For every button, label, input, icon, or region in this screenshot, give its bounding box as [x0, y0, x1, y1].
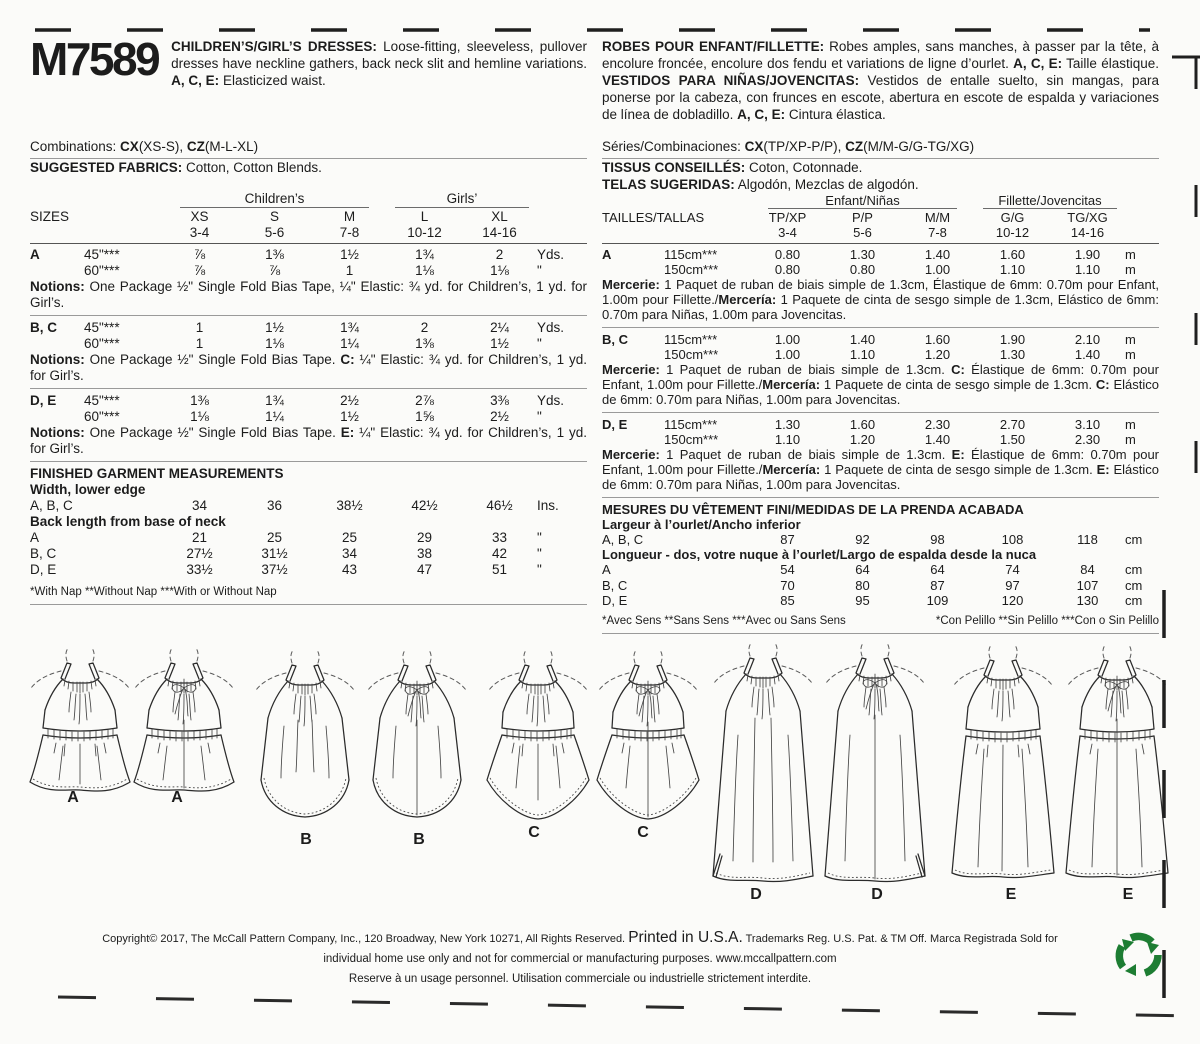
- measurement-value: 38½: [336, 498, 363, 513]
- metrage-value: 1.60: [924, 331, 951, 347]
- header-block-intl: [602, 38, 1159, 138]
- nap-footnote-intl: *Avec Sens **Sans Sens ***Avec ou Sans Sens *Con Pelillo **Sin Pelillo ***Con o Sin Pelillo: [602, 615, 1159, 628]
- measurement-value: 21: [191, 530, 208, 545]
- measurement-value: 64: [855, 562, 870, 578]
- metrage-value: 1.10: [1074, 261, 1101, 277]
- view-letter: E: [1005, 886, 1017, 903]
- description-en: CHILDREN’S/GIRL’S DRESSES: Loose-fitting, sleeveless, pullover dresses have neckline gathers, back neck slit and hemline variations. A, C, E: Elasticized waist.: [171, 39, 587, 88]
- measurement-value: 43: [341, 562, 358, 577]
- yardage-value: 1: [195, 336, 204, 351]
- measurement-value: 87: [780, 532, 795, 548]
- size-code: P/P: [852, 210, 873, 226]
- back-length-heading-intl: Longueur - dos, votre nuque à l’ourlet/Largo de espalda desde la nuca: [602, 547, 1037, 563]
- metrage-value: 1.60: [999, 246, 1026, 262]
- divider: [602, 633, 1159, 634]
- view-letter: D: [871, 886, 883, 903]
- unit: Ins.: [537, 498, 559, 513]
- unit: Yds.: [537, 393, 565, 408]
- metrage-value: 1.90: [1074, 246, 1101, 262]
- metrage-value: 0.80: [774, 246, 801, 262]
- measurement-value: 42: [491, 546, 508, 561]
- metrage-value: 1.40: [849, 331, 876, 347]
- suggested-fabrics: SUGGESTED FABRICS: Cotton, Cotton Blends.: [30, 160, 322, 175]
- description-en-lead: CHILDREN’S/GIRL’S DRESSES:: [171, 39, 377, 54]
- yardage-value: ⅞: [193, 247, 206, 262]
- dress-c-front-drawing: [483, 650, 593, 822]
- size-range: 7-8: [339, 225, 360, 240]
- measurement-value: 27½: [186, 546, 213, 561]
- measurement-value: 97: [1005, 577, 1020, 593]
- row-label: B, C: [602, 577, 628, 593]
- size-code: XL: [491, 209, 508, 224]
- view-letter: D: [750, 886, 762, 903]
- metrage-value: 1.50: [999, 431, 1026, 447]
- column-group-fillette: Fillette/Jovencitas: [983, 193, 1117, 209]
- combinations-line: Combinations: CX(XS-S), CZ(M-L-XL): [30, 139, 259, 154]
- metrage-value: 3.10: [1074, 416, 1101, 432]
- column-group-girls: Girls’: [395, 191, 529, 208]
- yardage-value: ⅞: [193, 263, 206, 278]
- metrage-value: 1.00: [924, 261, 951, 277]
- measurement-value: 34: [341, 546, 358, 561]
- metrage-value: 1.30: [774, 416, 801, 432]
- yardage-value: 1½: [340, 247, 359, 262]
- yardage-value: 2¼: [490, 320, 509, 335]
- fabric-width: 60"***: [84, 263, 120, 278]
- size-range: 3-4: [189, 225, 210, 240]
- yardage-value: 1⅝: [415, 409, 434, 424]
- measurement-value: 92: [855, 532, 870, 548]
- size-code: M/M: [924, 210, 951, 226]
- combinations-line-intl: Séries/Combinaciones: CX(TP/XP-P/P), CZ(M/M-G/G-TG/XG): [602, 139, 975, 154]
- unit: m: [1125, 416, 1136, 432]
- size-code: TG/XG: [1067, 210, 1108, 226]
- measurement-value: 107: [1076, 577, 1099, 593]
- measurement-value: 118: [1077, 532, 1098, 548]
- french-spanish-column: [602, 38, 1159, 634]
- view-letter: C: [528, 824, 540, 841]
- divider: [602, 497, 1159, 499]
- view-label: A: [30, 247, 40, 262]
- view-label: B, C: [30, 320, 57, 335]
- yardage-value: 1: [345, 263, 354, 278]
- divider: [30, 604, 587, 605]
- size-range: 14-16: [482, 225, 517, 240]
- metrage-value: 0.80: [849, 261, 876, 277]
- pattern-number: M7589: [30, 33, 159, 85]
- metrage-value: 1.40: [924, 246, 951, 262]
- size-code: G/G: [1000, 210, 1025, 226]
- home-use-line: individual home use only and not for commercial or manufacturing purposes. www.mccallpattern.com: [323, 953, 837, 965]
- size-code: XS: [190, 209, 209, 224]
- yardage-value: 1¾: [340, 320, 359, 335]
- yardage-value: 1⅛: [415, 263, 434, 278]
- size-range: 5-6: [853, 225, 872, 241]
- yardage-value: 1⅛: [490, 263, 509, 278]
- unit: ": [537, 409, 542, 424]
- yardage-value: 1¼: [265, 409, 284, 424]
- fabric-width: 45"***: [84, 393, 120, 408]
- metrage-value: 0.80: [774, 261, 801, 277]
- measurement-value: 54: [780, 562, 795, 578]
- row-label: D, E: [30, 562, 57, 577]
- divider: [602, 327, 1159, 329]
- yardage-value: 1⅜: [190, 393, 209, 408]
- metrage-value: 1.40: [924, 431, 951, 447]
- metrage-value: 1.20: [924, 346, 951, 362]
- finished-measurements-title-intl: MESURES DU VÊTEMENT FINI/MEDIDAS DE LA PRENDA ACABADA: [602, 501, 1024, 517]
- english-column: [30, 33, 587, 605]
- view-letter: B: [413, 831, 425, 848]
- view-letter: B: [300, 831, 312, 848]
- fabric-width: 115cm***: [664, 331, 718, 347]
- size-code: TP/XP: [768, 210, 807, 226]
- yardage-value: ⅞: [268, 263, 281, 278]
- divider: [602, 158, 1159, 159]
- measurement-value: 29: [416, 530, 433, 545]
- unit: cm: [1125, 562, 1143, 578]
- row-label: B, C: [30, 546, 57, 561]
- dress-b-front-drawing: [250, 650, 360, 825]
- metrage-value: 2.70: [999, 416, 1026, 432]
- unit: m: [1125, 431, 1136, 447]
- column-group-enfant: Enfant/Niñas: [768, 193, 957, 209]
- mercerie-note: Mercerie: 1 Paquet de ruban de biais simple de 1.3cm, Élastique de 6mm: 0.70m pour Enfant, 1.00m pour Fillette./Mercería: 1 Paquete de cinta de sesgo simple de 1.3cm, Elástico de 6mm: 0.70m para Niñas, 1.00m para Jovencitas.: [602, 277, 1160, 323]
- measurement-value: 120: [1001, 592, 1024, 608]
- view-label: A: [602, 246, 612, 262]
- metrage-value: 1.10: [774, 431, 801, 447]
- size-range: 14-16: [1070, 225, 1105, 241]
- metrage-value: 1.30: [999, 346, 1026, 362]
- notions-note: Notions: One Package ½" Single Fold Bias Tape. C: ¼" Elastic: ¾ yd. for Children’s, 1 yd. for Girl’s.: [30, 352, 587, 383]
- metrage-value: 2.10: [1074, 331, 1101, 347]
- view-label: D, E: [602, 416, 628, 432]
- size-code: S: [269, 209, 279, 224]
- view-letter: A: [67, 789, 79, 806]
- metrage-value: 1.40: [1074, 346, 1101, 362]
- fabric-width: 150cm***: [664, 346, 719, 362]
- divider: [30, 158, 587, 159]
- measurement-value: 109: [926, 592, 949, 608]
- measurement-value: 98: [930, 532, 945, 548]
- yardage-table-intl: [602, 193, 1159, 629]
- fabric-width: 115cm***: [664, 246, 718, 262]
- measurement-value: 25: [266, 530, 283, 545]
- measurement-value: 64: [930, 562, 945, 578]
- measurement-value: 37½: [261, 562, 288, 577]
- divider: [30, 243, 587, 245]
- fabric-width: 60"***: [84, 336, 120, 351]
- unit: ": [537, 336, 542, 351]
- mercerie-note: Mercerie: 1 Paquet de ruban de biais simple de 1.3cm. C: Élastique de 6mm: 0.70m pour Enfant, 1.00m pour Fillette./Mercería: 1 Paquete de cinta de sesgo simple de 1.3cm. C: Elástico de 6mm: 0.70m para Niñas, 1.00m para Jovencitas.: [602, 362, 1159, 408]
- unit: cm: [1125, 532, 1143, 548]
- unit: m: [1125, 261, 1136, 277]
- fabric-width: 60"***: [84, 409, 120, 424]
- yardage-value: 1½: [265, 320, 284, 335]
- back-length-heading: Back length from base of neck: [30, 514, 226, 529]
- measurement-value: 33½: [186, 562, 213, 577]
- measurement-value: 36: [266, 498, 283, 513]
- unit: Yds.: [537, 320, 565, 335]
- measurement-value: 70: [780, 577, 795, 593]
- yardage-value: 2⅞: [415, 393, 434, 408]
- fabric-width: 150cm***: [664, 261, 719, 277]
- measurement-value: 38: [416, 546, 433, 561]
- yardage-value: 2½: [490, 409, 509, 424]
- size-range: 7-8: [928, 225, 947, 241]
- sizes-label-intl: TAILLES/TALLAS: [602, 210, 705, 226]
- yardage-value: 1⅛: [265, 336, 284, 351]
- yardage-value: 1: [195, 320, 204, 335]
- description-fr-es: ROBES POUR ENFANT/FILLETTE: Robes amples, sans manches, à passer par la tête, à encolure froncée, encolure dos fendu et variations de ligne d’ourlet. A, C, E: Taille élastique. VESTIDOS PARA NIÑAS/JOVENCITAS: Vestidos de entalle suelto, sin mangas, para ponerse por la cabeza, con frunces en escote, abertura en escote de espalda y variaciones de línea de dobladillo. A, C, E: Cintura élastica.: [602, 39, 1159, 122]
- measurement-value: 33: [491, 530, 508, 545]
- yardage-value: 1½: [340, 409, 359, 424]
- row-label: A: [30, 530, 40, 545]
- yardage-value: 1¾: [265, 393, 284, 408]
- measurement-value: 84: [1080, 562, 1095, 578]
- unit: ": [537, 263, 542, 278]
- measurement-value: 80: [855, 577, 870, 593]
- size-range: 10-12: [995, 225, 1030, 241]
- divider: [30, 461, 587, 463]
- dress-e-front-drawing: [948, 645, 1058, 885]
- measurement-value: 34: [191, 498, 208, 513]
- measurement-value: 25: [341, 530, 358, 545]
- notions-note: Notions: One Package ½" Single Fold Bias Tape, ¼" Elastic: ¾ yd. for Children’s, 1 yd. for Girl’s.: [30, 279, 587, 310]
- unit: Yds.: [537, 247, 565, 262]
- fabric-width: 45"***: [84, 320, 120, 335]
- dress-d-back-drawing: [820, 643, 930, 888]
- measurement-value: 95: [855, 592, 870, 608]
- yardage-value: 1⅜: [265, 247, 284, 262]
- measurement-value: 31½: [261, 546, 288, 561]
- recycle-icon: [1114, 929, 1164, 981]
- metrage-value: 2.30: [924, 416, 951, 432]
- yardage-value: 1¾: [415, 247, 434, 262]
- header-block: [30, 33, 587, 138]
- view-letter: E: [1122, 886, 1134, 903]
- view-letter: A: [171, 789, 183, 806]
- nap-footnote: *With Nap **Without Nap ***With or Without Nap: [30, 586, 277, 598]
- fabric-width: 45"***: [84, 247, 120, 262]
- yardage-value: 2: [495, 247, 504, 262]
- unit: ": [537, 530, 542, 545]
- metrage-value: 1.20: [849, 431, 876, 447]
- dress-d-front-drawing: [708, 643, 818, 888]
- unit: cm: [1125, 592, 1143, 608]
- metrage-value: 1.00: [774, 346, 801, 362]
- fabric-width: 150cm***: [664, 431, 719, 447]
- size-range: 5-6: [264, 225, 285, 240]
- yardage-value: 1¼: [340, 336, 359, 351]
- size-range: 10-12: [407, 225, 442, 240]
- measurement-value: 42½: [411, 498, 438, 513]
- yardage-value: 1½: [490, 336, 509, 351]
- width-heading: Width, lower edge: [30, 482, 146, 497]
- usage-line-fr: Reserve à un usage personnel. Utilisation commerciale ou industrielle strictement interdite.: [348, 973, 812, 985]
- dress-e-back-drawing: [1062, 645, 1172, 885]
- divider: [30, 315, 587, 317]
- size-range: 3-4: [778, 225, 797, 241]
- finished-measurements-title: FINISHED GARMENT MEASUREMENTS: [30, 466, 284, 481]
- dress-a-front-drawing: [25, 648, 135, 798]
- unit: m: [1125, 331, 1136, 347]
- measurement-value: 130: [1076, 592, 1099, 608]
- view-letter: C: [637, 824, 649, 841]
- fabric-width: 115cm***: [664, 416, 718, 432]
- dress-b-back-drawing: [362, 650, 472, 825]
- yardage-value: 1⅜: [415, 336, 434, 351]
- dress-c-back-drawing: [593, 650, 703, 822]
- size-code: L: [420, 209, 429, 224]
- unit: ": [537, 546, 542, 561]
- metrage-value: 2.30: [1074, 431, 1101, 447]
- measurement-value: 74: [1005, 562, 1020, 578]
- measurement-value: 51: [491, 562, 508, 577]
- sizes-label: SIZES: [30, 209, 70, 224]
- unit: m: [1125, 346, 1136, 362]
- measurement-value: 108: [1001, 532, 1024, 548]
- view-label: B, C: [602, 331, 628, 347]
- unit: ": [537, 562, 542, 577]
- measurement-value: 85: [780, 592, 795, 608]
- divider: [30, 388, 587, 390]
- unit: cm: [1125, 577, 1143, 593]
- dress-a-back-drawing: [129, 648, 239, 798]
- column-group-childrens: Children’s: [180, 191, 369, 208]
- notions-note: Notions: One Package ½" Single Fold Bias Tape. E: ¼" Elastic: ¾ yd. for Children’s, 1 yd. for Girl’s.: [30, 425, 587, 456]
- copyright-footer: Copyright© 2017, The McCall Pattern Company, Inc., 120 Broadway, New York 10271, All Rights Reserved. Printed in U.S.A. Trademarks Reg. U.S. Pat. & TM Off. Marca Registrada Sold for individual home use only and not for commercial or manufacturing purposes. www.mccallpattern.com Reserve à un usage personnel. Utilisation commerciale ou industrielle strictement interdite.: [70, 930, 1090, 987]
- divider: [602, 412, 1159, 414]
- measurement-value: 47: [416, 562, 433, 577]
- metrage-value: 1.60: [849, 416, 876, 432]
- row-label: D, E: [602, 592, 628, 608]
- suggested-fabrics-intl: TISSUS CONSEILLÉS: Coton, Cotonnade. TELAS SUGERIDAS: Algodón, Mezclas de algodón.: [602, 160, 919, 192]
- yardage-table-en: [30, 191, 587, 600]
- view-label: D, E: [30, 393, 57, 408]
- metrage-value: 1.10: [999, 261, 1026, 277]
- metrage-value: 1.30: [849, 246, 876, 262]
- measurement-value: 46½: [486, 498, 513, 513]
- unit: m: [1125, 246, 1136, 262]
- metrage-value: 1.00: [774, 331, 801, 347]
- measurement-value: 87: [930, 577, 945, 593]
- yardage-value: 3⅜: [490, 393, 509, 408]
- row-label: A: [602, 562, 611, 578]
- size-code: M: [343, 209, 356, 224]
- yardage-value: 1⅛: [190, 409, 209, 424]
- row-label: A, B, C: [602, 532, 644, 548]
- yardage-value: 2: [420, 320, 429, 335]
- width-heading-intl: Largeur à l’ourlet/Ancho inferior: [602, 516, 801, 532]
- yardage-value: 2½: [340, 393, 359, 408]
- metrage-value: 1.10: [849, 346, 876, 362]
- mercerie-note: Mercerie: 1 Paquet de ruban de biais simple de 1.3cm. E: Élastique de 6mm: 0.70m pour Enfant, 1.00m pour Fillette./Mercería: 1 Paquete de cinta de sesgo simple de 1.3cm. E: Elástico de 6mm: 0.70m para Niñas, 1.00m para Jovencitas.: [602, 447, 1159, 493]
- metrage-value: 1.90: [999, 331, 1026, 347]
- divider: [602, 243, 1159, 245]
- printed-in-usa: Printed in U.S.A.: [628, 929, 743, 946]
- row-label: A, B, C: [30, 498, 73, 513]
